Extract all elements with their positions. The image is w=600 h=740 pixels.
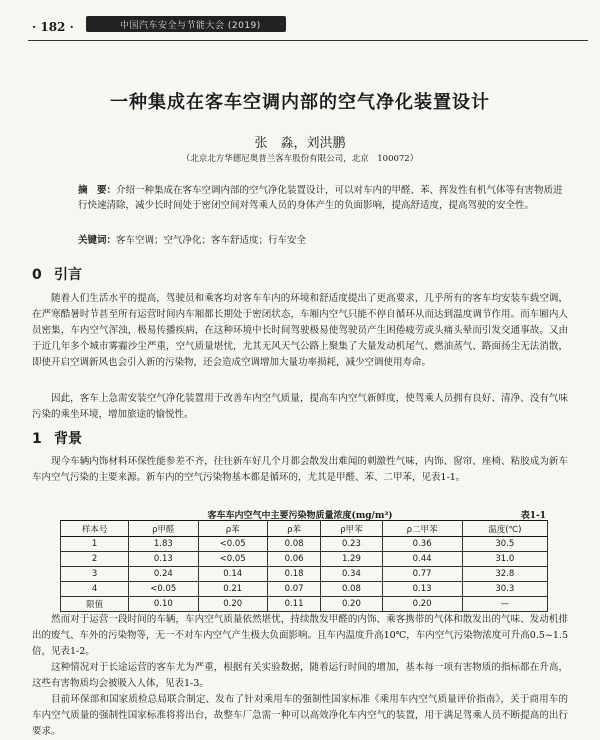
section-number: 0 [32, 267, 42, 283]
article-title: 一种集成在客车空调内部的空气净化装置设计 [110, 92, 490, 113]
header-divider [28, 40, 588, 41]
table-header-cell: 样本号 [61, 521, 129, 537]
table-cell: 0.77 [382, 567, 462, 582]
table-cell: 0.20 [198, 597, 267, 612]
table-cell: 0.13 [382, 582, 462, 597]
section-heading-background [32, 428, 82, 448]
keywords-text: 客车空调；空气净化；客车舒适度；行车安全 [116, 235, 307, 246]
table-cell: 30.3 [462, 582, 547, 597]
table-cell: 0.08 [267, 537, 320, 552]
table-cell: 0.24 [129, 567, 198, 582]
table-cell: 31.0 [462, 552, 547, 567]
section-title: 引言 [54, 267, 82, 283]
table-title: 客车车内空气中主要污染物质量浓度(mg/m³) [207, 511, 393, 521]
table-row-limit [61, 597, 548, 612]
table-cell: 3 [61, 567, 129, 582]
table-row [61, 552, 548, 567]
table-header-row [61, 521, 548, 537]
paragraph: 然而对于运营一段时间的车辆，车内空气质量依然堪忧，持续散发甲醛的内饰、乘客携带的气体和散发出的气味、发动机排出的废气、车外的污染物等，无一不对车内空气产生极大负面影响。且车内温度升高10℃，车内空气污染物浓度可升高0.5~1.5倍，见表1-2。 [32, 614, 568, 657]
table-number: 表1-1 [520, 511, 546, 521]
table-cell: 0.21 [198, 582, 267, 597]
table-cell: 0.20 [321, 597, 382, 612]
table-cell: 1.29 [321, 552, 382, 567]
abstract-text: 介绍一种集成在客车空调内部的空气净化装置设计，可以对车内的甲醛、苯、挥发性有机气体等有害物质进行快速清除，减少长时间处于密闭空间对驾乘人员的身体产生的负面影响，提高舒适度，提高驾驶的安全性。 [78, 185, 563, 211]
paragraph: 随着人们生活水平的提高，驾驶员和乘客均对客车车内的环境和舒适度提出了更高要求，几乎所有的客车均安装车载空调，在严寒酷暑时节甚至所有运营时间内车厢都长期处于密闭状态，车厢内空气只能不停自循环从而达到温度调节作用。而车厢内人员密集，车内空气浑浊，极易传播疾病，在这种环境中长时间驾驶极易使驾驶员产生困倦疲劳或头痛头晕而引发交通事故。又由于近几年多个城市雾霾沙尘严重，空气质量堪忧，尤其无风天气公路上聚集了大量发动机尾气、燃油蒸气、路面扬尘无法消散，即使开启空调新风也会引入新的污染物，还会造成空调增加大量功率损耗，减少空调使用寿命。 [32, 293, 568, 368]
table-header-cell: ρ二甲苯 [382, 521, 462, 537]
pollutant-table [60, 520, 548, 612]
table-cell: 32.8 [462, 567, 547, 582]
keywords-label: 关键词： [78, 235, 117, 246]
table-cell: 限值 [61, 597, 129, 612]
table-cell: 0.10 [129, 597, 198, 612]
table-cell: 1 [61, 537, 129, 552]
table-cell: 1.83 [129, 537, 198, 552]
abstract-label: 摘 要： [78, 185, 117, 196]
table-cell: 0.20 [382, 597, 462, 612]
table-row [61, 537, 548, 552]
table-cell: 0.23 [321, 537, 382, 552]
table-cell: 0.44 [382, 552, 462, 567]
table-header-cell: ρ苯 [267, 521, 320, 537]
table-cell: 0.07 [267, 582, 320, 597]
table-cell: 0.14 [198, 567, 267, 582]
affiliation: （北京北方华德尼奥普兰客车股份有限公司，北京 100072） [181, 154, 419, 164]
table-cell: 0.11 [267, 597, 320, 612]
table-cell: 0.13 [129, 552, 198, 567]
table-row [61, 582, 548, 597]
table-cell: 30.5 [462, 537, 547, 552]
paragraph: 这种情况对于长途运营的客车尤为严重，根据有关实验数据，随着运行时间的增加，基本每一项有害物质的指标都在升高，这些有害物质均会被吸入人体，见表1-3。 [32, 662, 568, 689]
section-heading-intro [32, 264, 82, 284]
section-number: 1 [32, 431, 42, 447]
table-cell: <0.05 [198, 552, 267, 567]
journal-name: 中国汽车安全与节能大会 (2019) [120, 21, 261, 31]
keywords [78, 232, 568, 246]
table-cell: 0.36 [382, 537, 462, 552]
running-header [28, 10, 588, 44]
paragraph: 目前环保部和国家质检总局联合制定、发布了针对乘用车的强制性国家标准《乘用车内空气质量评价指南》，关于商用车的车内空气质量的强制性国家标准将将出台，故整车厂急需一种可以高效净化车内空气的装置，用于满足驾乘人员不断提高的出行要求。 [32, 694, 568, 737]
table-cell: <0.05 [198, 537, 267, 552]
table-header-cell: ρ甲苯 [321, 521, 382, 537]
table-header-cell: ρ甲醛 [129, 521, 198, 537]
abstract [78, 183, 568, 213]
table-row [61, 567, 548, 582]
table-header-cell: ρ苯 [198, 521, 267, 537]
table-cell: 0.18 [267, 567, 320, 582]
table-cell: 0.34 [321, 567, 382, 582]
page-number: · 182 · [32, 20, 74, 34]
table-cell: — [462, 597, 547, 612]
table-cell: 4 [61, 582, 129, 597]
author-list: 张 淼，刘洪鹏 [254, 136, 346, 151]
table-cell: <0.05 [129, 582, 198, 597]
paragraph: 因此，客车上急需安装空气净化装置用于改善车内空气质量，提高车内空气新鲜度，使驾乘人员拥有良好、清净、没有气味污染的乘坐环境，增加旅途的愉悦性。 [32, 393, 568, 420]
table-header-cell: 温度(℃) [462, 521, 547, 537]
section-title: 背景 [54, 431, 82, 447]
table-cell: 0.08 [321, 582, 382, 597]
table-cell: 2 [61, 552, 129, 567]
paragraph: 现今车辆内饰材料环保性能参差不齐，往往新车好几个月都会散发出难闻的刺激性气味，内饰、窗帘、座椅、粘胶成为新车车内空气污染的主要来源。新车内的空气污染物基本都是循环的，尤其是甲醛、苯、二甲苯，见表1-1。 [32, 456, 568, 483]
table-cell: 0.06 [267, 552, 320, 567]
